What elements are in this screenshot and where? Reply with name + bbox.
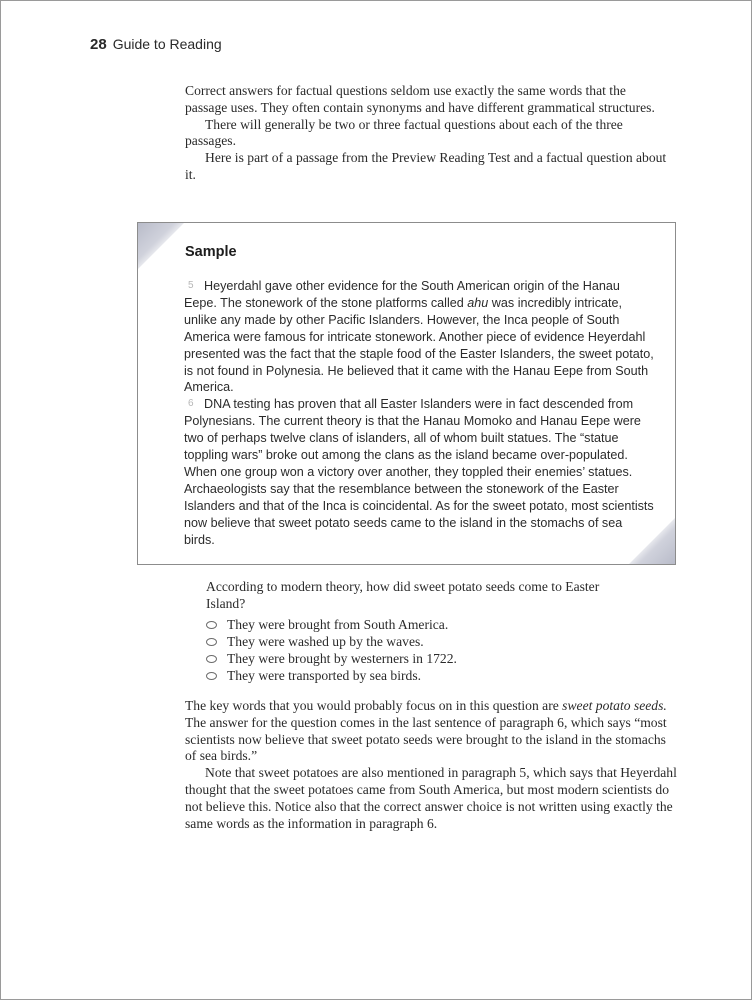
paragraph-text: Heyerdahl gave other evidence for the South American origin of the Hanau Eepe. The stonework of the stone platforms called	[184, 279, 620, 310]
radio-circle-icon[interactable]	[206, 621, 217, 629]
explanation-text	[185, 698, 677, 832]
page-header	[90, 35, 222, 54]
answer-choice-3[interactable]	[206, 650, 457, 667]
paragraph-text: DNA testing has proven that all Easter Islanders were in fact descended from Polynesians. The current theory is that the Hanau Momoko and Hanau Eepe were two of perhaps twelve clans of islanders, all of whom built statues. The “statue toppling wars” broke out among the clans as the island became over-populated. When one group won a victory over another, they toppled their enemies’ statues. Archaeologists say that the resemblance between the stonework of the Easter Islanders and that of the Inca is coincidental. As for the sweet potato, most scientists now believe that sweet potato seeds came to the island in the stomachs of sea birds.	[184, 397, 654, 547]
radio-circle-icon[interactable]	[206, 672, 217, 680]
sample-passage-box	[137, 222, 676, 565]
answer-choices	[206, 616, 457, 684]
intro-paragraph-2: There will generally be two or three factual questions about each of the three passages.	[185, 116, 623, 149]
sample-passage-text	[184, 278, 654, 549]
question-prompt	[206, 579, 636, 613]
radio-circle-icon[interactable]	[206, 655, 217, 663]
answer-choice-4[interactable]	[206, 667, 457, 684]
choice-label: They were transported by sea birds.	[227, 668, 422, 683]
running-head: Guide to Reading	[112, 36, 222, 52]
intro-text	[185, 83, 667, 184]
answer-choice-2[interactable]	[206, 633, 457, 650]
intro-paragraph-3: Here is part of a passage from the Preview Reading Test and a factual question about it.	[185, 150, 667, 182]
explanation-italic-term: sweet potato seeds.	[562, 698, 667, 713]
sample-title: Sample	[185, 244, 237, 260]
intro-paragraph-1: Correct answers for factual questions seldom use exactly the same words that the passage uses. They often contain synonyms and have different grammatical structures.	[185, 83, 655, 115]
page-number: 28	[90, 36, 107, 53]
answer-choice-1[interactable]	[206, 616, 457, 633]
explanation-paragraph-2: Note that sweet potatoes are also mentioned in paragraph 5, which says that Heyerdahl thought that the sweet potatoes came from South America, but most modern scientists do not believe this. Notice also that the correct answer choice is not written using exactly the same words as the information in paragraph 6.	[185, 765, 677, 831]
explanation-text-segment: The key words that you would probably focus on in this question are	[185, 698, 563, 713]
radio-circle-icon[interactable]	[206, 638, 217, 646]
explanation-paragraph-1	[185, 698, 677, 765]
choice-label: They were brought by westerners in 1722.	[227, 651, 457, 666]
choice-label: They were washed up by the waves.	[227, 634, 424, 649]
paragraph-number: 5	[188, 280, 194, 291]
passage-paragraph-6	[184, 396, 654, 548]
question-text: According to modern theory, how did sweet potato seeds come to Easter Island?	[206, 579, 600, 611]
passage-paragraph-5	[184, 278, 654, 396]
paragraph-italic-term: ahu	[467, 295, 489, 310]
corner-decoration-top-left	[137, 222, 185, 270]
explanation-text-segment: The answer for the question comes in the last sentence of paragraph 6, which says “most scientists now believe that sweet potato seeds were brought to the island in the stomachs of sea birds.”	[185, 714, 667, 764]
paragraph-text: was incredibly intricate, unlike any made by other Pacific Islanders. However, the Inca people of South America were famous for intricate stonework. Another piece of evidence Heyerdahl presented was the fact that the staple food of the Easter Islanders, the sweet potato, is not found in Polynesia. He believed that it came with the Hanau Eepe from South America.	[184, 295, 654, 395]
choice-label: They were brought from South America.	[227, 617, 449, 632]
paragraph-number: 6	[188, 398, 194, 410]
